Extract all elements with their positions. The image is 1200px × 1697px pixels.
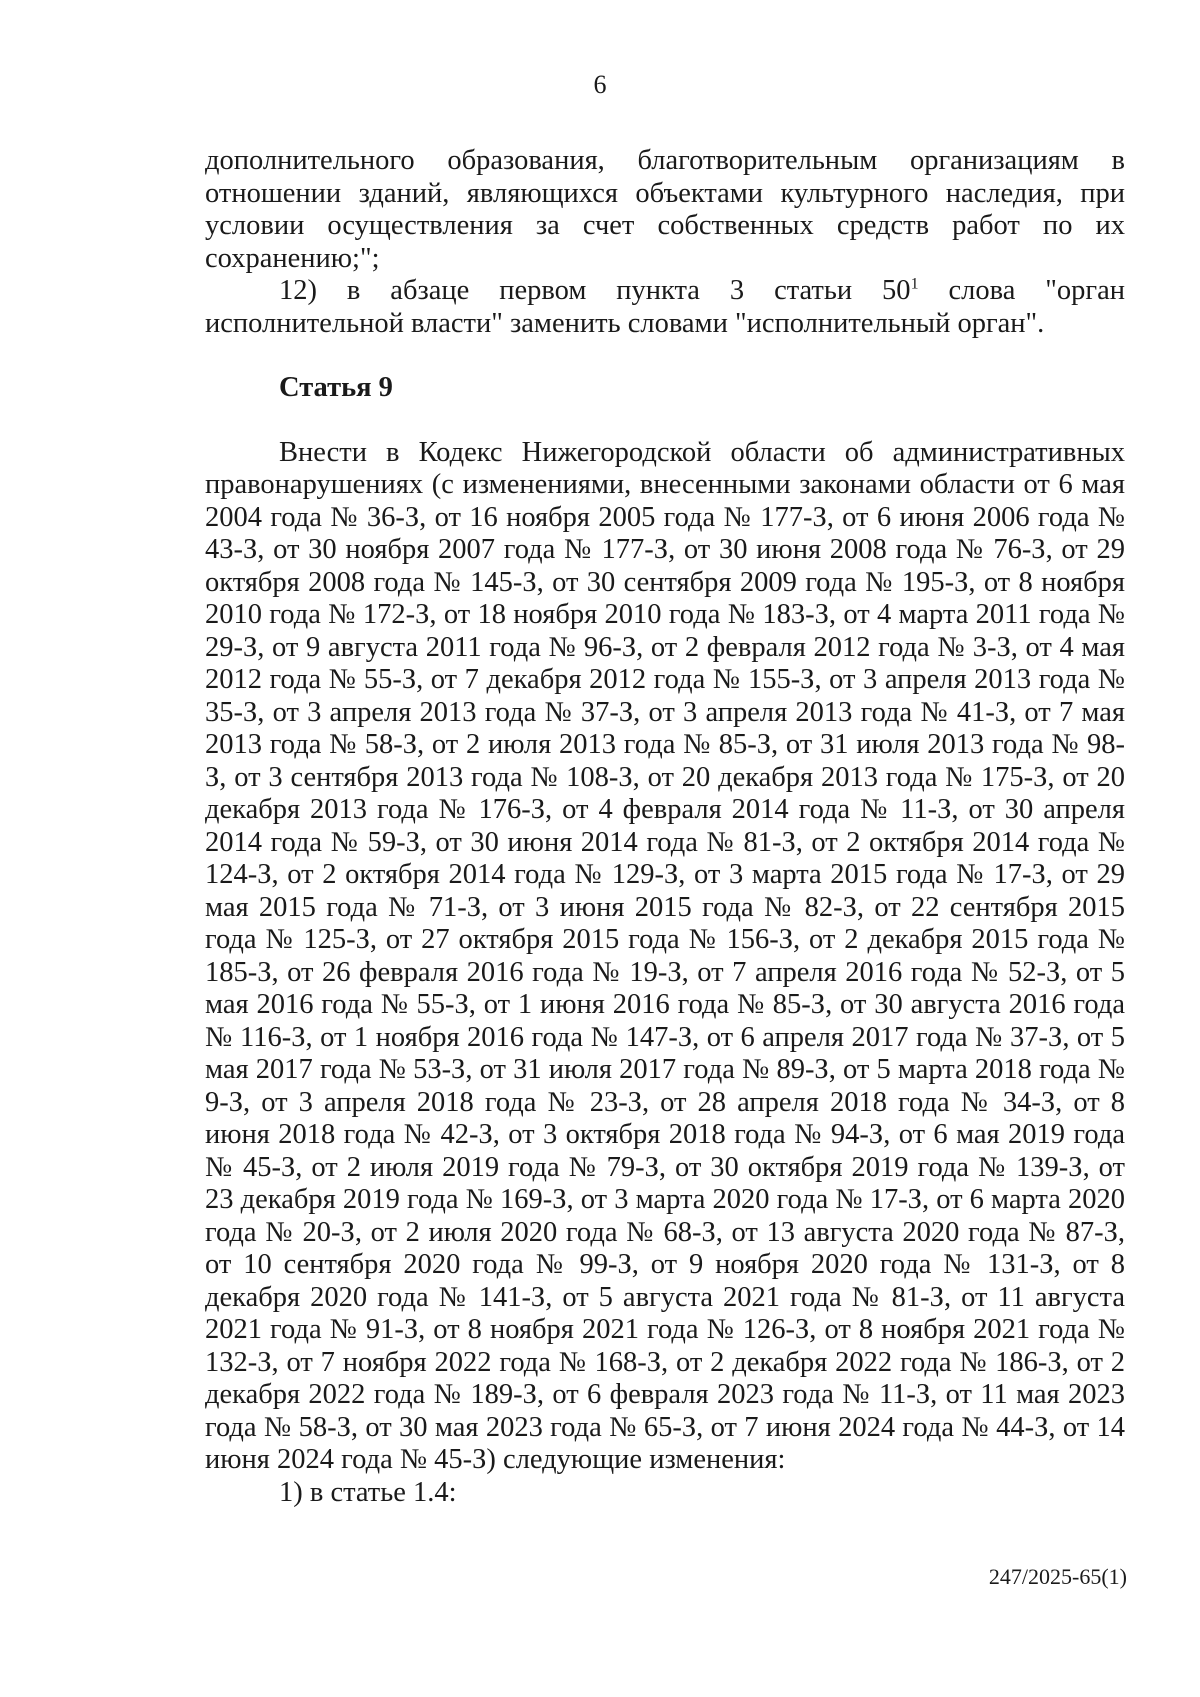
paragraph-item-12 — [205, 275, 1125, 340]
page-number: 6 — [593, 70, 607, 99]
paragraph-continuation: дополнительного образования, благотворительным организациям в отношении зданий, являющихся объектами культурного наследия, при условии осуществления за счет собственных средств работ по их сохранению;"; — [205, 145, 1125, 274]
spacer — [205, 405, 1125, 437]
document-body — [205, 145, 1125, 1509]
spacer — [205, 340, 1125, 372]
paragraph-item-1: 1) в статье 1.4: — [279, 1476, 457, 1508]
article-heading: Статья 9 — [279, 372, 393, 403]
item-12-text-start: 12) в абзаце первом пункта 3 статьи 50 — [279, 275, 911, 306]
paragraph-amendments-list: Внести в Кодекс Нижегородской области об административных правонарушениях (с изменениями, внесенными законами области от 6 мая 2004 года № 36-З, от 16 ноября 2005 года № 177-З, от 6 июня 2006 года № 43-З, от 30 ноября 2007 года № 177-З, от 30 июня 2008 года № 76-З, от 29 октября 2008 года № 145-З, от 30 сентября 2009 года № 195-З, от 8 ноября 2010 года № 172-З, от 18 ноября 2010 года № 183-З, от 4 марта 2011 года № 29-З, от 9 августа 2011 года № 96-З, от 2 февраля 2012 года № 3-З, от 4 мая 2012 года № 55-З, от 7 декабря 2012 года № 155-З, от 3 апреля 2013 года № 35-З, от 3 апреля 2013 года № 37-З, от 3 апреля 2013 года № 41-З, от 7 мая 2013 года № 58-З, от 2 июля 2013 года № 85-З, от 31 июля 2013 года № 98-З, от 3 сентября 2013 года № 108-З, от 20 декабря 2013 года № 175-З, от 20 декабря 2013 года № 176-З, от 4 февраля 2014 года № 11-З, от 30 апреля 2014 года № 59-З, от 30 июня 2014 года № 81-З, от 2 октября 2014 года № 124-З, от 2 октября 2014 года № 129-З, от 3 марта 2015 года № 17-З, от 29 мая 2015 года № 71-З, от 3 июня 2015 года № 82-З, от 22 сентября 2015 года № 125-З, от 27 октября 2015 года № 156-З, от 2 декабря 2015 года № 185-З, от 26 февраля 2016 года № 19-З, от 7 апреля 2016 года № 52-З, от 5 мая 2016 года № 55-З, от 1 июня 2016 года № 85-З, от 30 августа 2016 года № 116-З, от 1 ноября 2016 года № 147-З, от 6 апреля 2017 года № 37-З, от 5 мая 2017 года № 53-З, от 31 июля 2017 года № 89-З, от 5 марта 2018 года № 9-З, от 3 апреля 2018 года № 23-З, от 28 апреля 2018 года № 34-З, от 8 июня 2018 года № 42-З, от 3 октября 2018 года № 94-З, от 6 мая 2019 года № 45-З, от 2 июля 2019 года № 79-З, от 30 октября 2019 года № 139-З, от 23 декабря 2019 года № 169-З, от 3 марта 2020 года № 17-З, от 6 марта 2020 года № 20-З, от 2 июля 2020 года № 68-З, от 13 августа 2020 года № 87-З, от 10 сентября 2020 года № 99-З, от 9 ноября 2020 года № 131-З, от 8 декабря 2020 года № 141-З, от 5 августа 2021 года № 81-З, от 11 августа 2021 года № 91-З, от 8 ноября 2021 года № 126-З, от 8 ноября 2021 года № 132-З, от 7 ноября 2022 года № 168-З, от 2 декабря 2022 года № 186-З, от 2 декабря 2022 года № 189-З, от 6 февраля 2023 года № 11-З, от 11 мая 2023 года № 58-З, от 30 мая 2023 года № 65-З, от 7 июня 2024 года № 44-З, от 14 июня 2024 года № 45-З) следующие изменения: — [205, 436, 1125, 1475]
article-superscript: 1 — [910, 275, 919, 293]
document-code: 247/2025-65(1) — [988, 1564, 1127, 1589]
item-12-text-end: слова "орган исполнительной власти" заменить словами "исполнительный орган". — [205, 275, 1125, 339]
